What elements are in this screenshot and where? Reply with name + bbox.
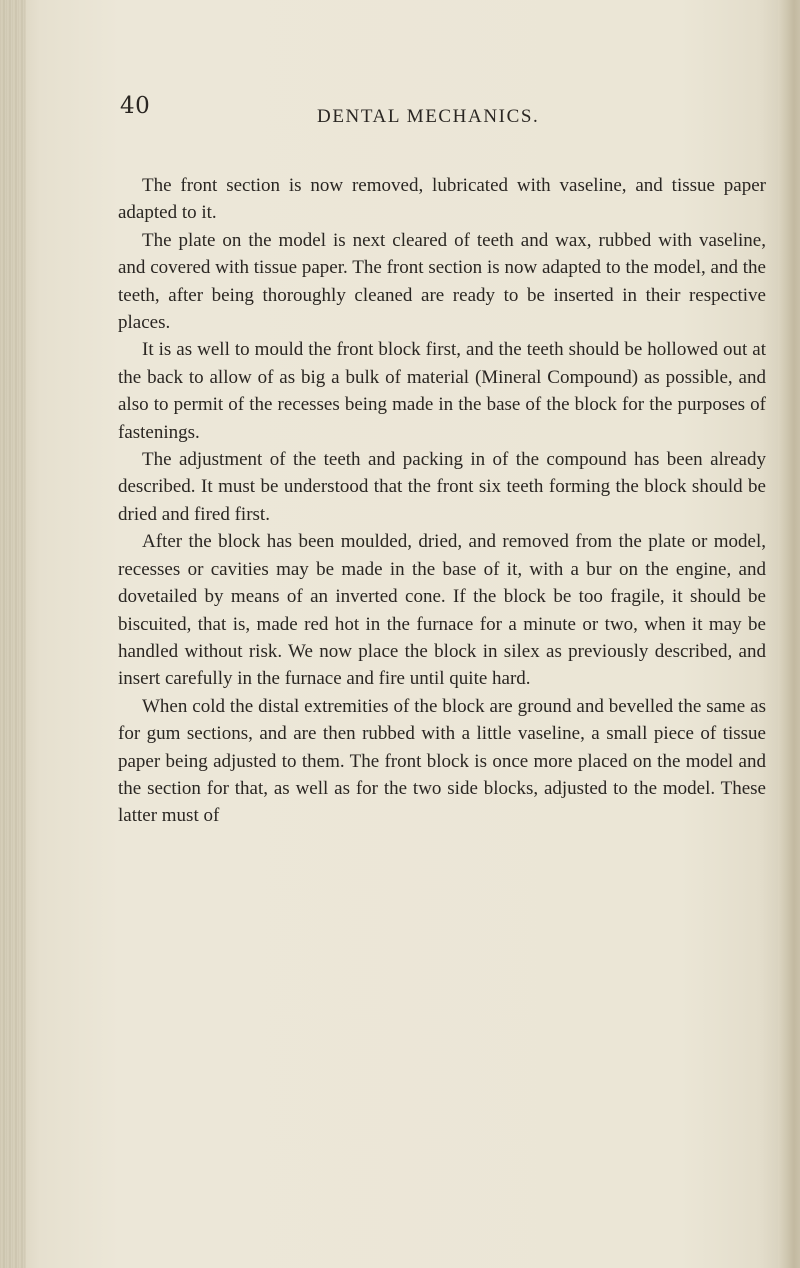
page-gutter-left (0, 0, 26, 1268)
paragraph: It is as well to mould the front block first, and the teeth should be hollowed out at the back to allow of as big a bulk of material (Mineral Compound) as possible, and also to permit of the recesses being made in the base of the block for the purposes of fastenings. (118, 339, 766, 443)
body-text (118, 172, 766, 830)
page-number: 40 (120, 93, 151, 119)
paragraph: When cold the distal extremities of the block are ground and bevelled the same as for gum sections, and are then rubbed with a little vaseline, a small piece of tissue paper being adjusted to them. The front block is once more placed on the model and the section for that, as well as for the two side blocks, adjusted to the model. These latter must of (118, 695, 766, 827)
page-edge-right (778, 0, 800, 1268)
paragraph: The adjustment of the teeth and packing in of the compound has been already described. It must be understood that the front six teeth forming the block should be dried and fired first. (118, 449, 766, 525)
paragraph: After the block has been moulded, dried, and removed from the plate or model, recesses or cavities may be made in the base of it, with a bur on the engine, and dovetailed by means of an inverted cone. If the block be too fragile, it should be biscuited, that is, made red hot in the furnace for a minute or two, when it may be handled without risk. We now place the block in silex as previously described, and insert carefully in the furnace and fire until quite hard. (118, 531, 766, 690)
paragraph: The plate on the model is next cleared of teeth and wax, rubbed with vaseline, and covered with tissue paper. The front section is now adapted to the model, and the teeth, after being thoroughly cleaned are ready to be inserted in their respective places. (118, 229, 766, 334)
running-head: DENTAL MECHANICS. (317, 106, 540, 127)
paragraph: The front section is now removed, lubricated with vaseline, and tissue paper adapted to it. (118, 175, 766, 224)
